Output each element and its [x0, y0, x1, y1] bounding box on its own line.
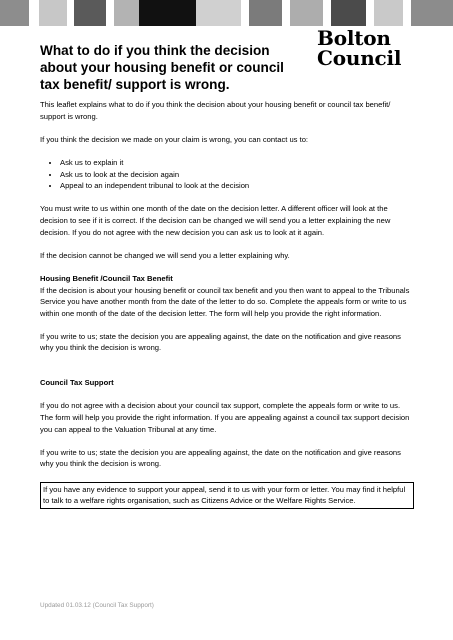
council-tax-support-write-paragraph: If you write to us; state the decision you are appealing against, the date on the notification and give reasons why you think the decision is wrong.: [40, 447, 401, 469]
bar-segment: [323, 0, 331, 26]
bar-segment: [0, 0, 29, 26]
bar-segment: [74, 0, 105, 26]
council-tax-support-heading: Council Tax Support: [40, 378, 114, 388]
housing-benefit-paragraph: If the decision is about your housing benefit or council tax benefit and you then want to appeal to the Tribunals Service you have another month from the date of the letter to do so. Complete the appeals form or write to us within one month of the date of the decision letter. The form will help you provide the right information.: [40, 285, 410, 318]
page-title: What to do if you think the decision about your housing benefit or council tax benefit/ support is wrong.: [40, 43, 284, 92]
housing-benefit-heading: Housing Benefit /Council Tax Benefit: [40, 273, 173, 283]
bolton-council-logo: [317, 28, 427, 68]
list-item: • Ask us to explain it: [60, 157, 414, 169]
intro-paragraph: This leaflet explains what to do if you think the decision about your housing benefit or council tax benefit/ support is wrong.: [40, 100, 391, 121]
logo-line-council: Council: [317, 46, 402, 70]
bar-segment: [249, 0, 282, 26]
bar-segment: [139, 0, 196, 26]
leaflet-body: [40, 99, 414, 520]
bar-segment: [282, 0, 290, 26]
evidence-box: If you have any evidence to support your appeal, send it to us with your form or letter. You may find it helpful to talk to a welfare rights organisation, such as Citizens Advice or the Welfare Rights Service.: [40, 482, 414, 509]
bar-segment: [67, 0, 75, 26]
bar-segment: [331, 0, 366, 26]
spacer: [40, 389, 414, 401]
bar-segment: [290, 0, 323, 26]
bar-segment: [106, 0, 114, 26]
footer-updated-note: Updated 01.03.12 (Council Tax Support): [40, 602, 154, 609]
housing-benefit-write-paragraph: If you write to us; state the decision you are appealing against, the date on the notification and give reasons why you think the decision is wrong.: [40, 331, 401, 353]
bar-segment: [114, 0, 139, 26]
bar-segment: [411, 0, 453, 26]
write-within-paragraph: You must write to us within one month of the date on the decision letter. A different officer will look at the decision to see if it is correct. If the decision can be changed we will send you a letter explaining the new decision. If you do not agree with the new decision you can ask us to look at it again.: [40, 204, 391, 237]
list-item: • Ask us to look at the decision again: [60, 169, 414, 181]
logo-line-bolton: Bolton: [317, 26, 391, 50]
options-list: [40, 157, 414, 192]
bar-segment: [196, 0, 241, 26]
bar-segment: [39, 0, 66, 26]
bar-segment: [29, 0, 39, 26]
bar-segment: [374, 0, 403, 26]
bar-segment: [366, 0, 374, 26]
council-tax-support-paragraph: If you do not agree with a decision about your council tax support, complete the appeals form or write to us. The form will help you provide the right information. If you are appealing against a council tax support decision you can appeal to the Valuation Tribunal at any time.: [40, 401, 410, 434]
spacer: [40, 366, 414, 378]
cannot-change-paragraph: If the decision cannot be changed we will send you a letter explaining why.: [40, 250, 290, 260]
bar-segment: [241, 0, 249, 26]
bar-segment: [403, 0, 411, 26]
contact-intro-paragraph: If you think the decision we made on your claim is wrong, you can contact us to:: [40, 134, 309, 144]
list-item: • Appeal to an independent tribunal to look at the decision: [60, 180, 414, 192]
decorative-top-bar: [0, 0, 453, 26]
